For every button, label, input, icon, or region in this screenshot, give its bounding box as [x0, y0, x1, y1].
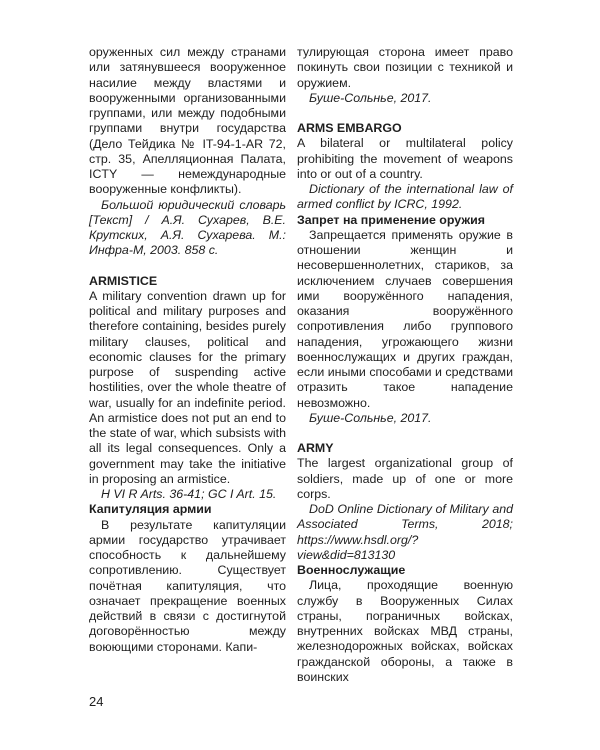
entry-army [297, 441, 513, 563]
entry-capitulation [89, 502, 286, 655]
page-number: 24 [89, 694, 104, 709]
definition-army: The largest organizational group of soldiers, made up of one or more corps. [297, 456, 513, 501]
entry-servicemen [297, 563, 513, 685]
term-weapons-ban: Запрет на применение оружия [297, 212, 485, 227]
source-armistice: H VI R Arts. 36-41; GC I Art. 15. [101, 487, 277, 501]
source-weapons-ban: Буше-Сольнье, 2017. [309, 410, 432, 425]
source-army: DoD Online Dictionary of Military and Associated Terms, 2018; https://www.hsdl.org/?view&did=813130 [297, 502, 513, 562]
term-arms-embargo: ARMS EMBARGO [297, 121, 402, 135]
definition-arms-embargo: A bilateral or multilateral policy prohibiting the movement of weapons into or out of a country. [297, 136, 513, 181]
term-servicemen: Военнослужащие [297, 563, 406, 577]
continued-definition-right: тулирующая сторона имеет право покинуть свои позиции с техникой и оружием. [297, 45, 513, 90]
continued-source-right: Буше-Сольнье, 2017. [309, 90, 432, 105]
right-column [297, 45, 513, 685]
entry-arms-embargo [297, 121, 513, 213]
term-army: ARMY [297, 441, 334, 455]
continued-source: Большой юридический словарь [Текст] / А.Я. Сухарев, В.Е. Крутских, А.Я. Сухарева. М.: Инфра-М, 2003. 858 с. [89, 197, 286, 258]
entry-armistice [89, 274, 286, 503]
source-arms-embargo: Dictionary of the international law of armed conflict by ICRC, 1992. [297, 182, 513, 212]
term-armistice: ARMISTICE [89, 273, 158, 288]
term-capitulation: Капитуляция армии [89, 502, 212, 517]
left-column [89, 45, 286, 655]
continued-definition: оруженных сил между странами или затянувшееся вооруженное насилие между властями и вооруженными организованными группами, или между подобными группами внутри государства (Дело Тейдика № IT-94-1-AR 72, стр. 35, Апелляционная Палата, ICTY — немеждународные вооруженные конфликты). [89, 45, 286, 197]
definition-weapons-ban: Запрещается применять оружие в отношении женщин и несовершеннолетних, стариков, за исключением случаев совершения ими вооружённого нападения, оказания вооружённого сопротивления либо группового нападения, угрожающего жизни военнослужащих и других граждан, если иными способами и средствами отразить такое нападение невозможно. [297, 227, 513, 410]
definition-capitulation: В результате капитуляции армии государство утрачивает способность к дальнейшему сопротивлению. Существует почётная капитуляция, что означает прекращение военных действий в связи с достигнутой договорённостью между воюющими сторонами. Капи- [89, 517, 286, 654]
entry-weapons-ban [297, 213, 513, 427]
definition-servicemen: Лица, проходящие военную службу в Вооруженных Силах страны, пограничных войсках, внутренних войсках МВД страны, железнодорожных войсках, войсках гражданской обороны, а также в воинских [297, 578, 513, 684]
definition-armistice: A military convention drawn up for political and military purposes and therefore containing, besides purely military clauses, political and economic clauses for the primary purpose of suspending active hostilities, over the whole theatre of war, usually for an indefinite period. An armistice does not put an end to the state of war, which subsists with all its legal consequences. Only a government may take the initiative in proposing an armistice. [89, 288, 286, 486]
